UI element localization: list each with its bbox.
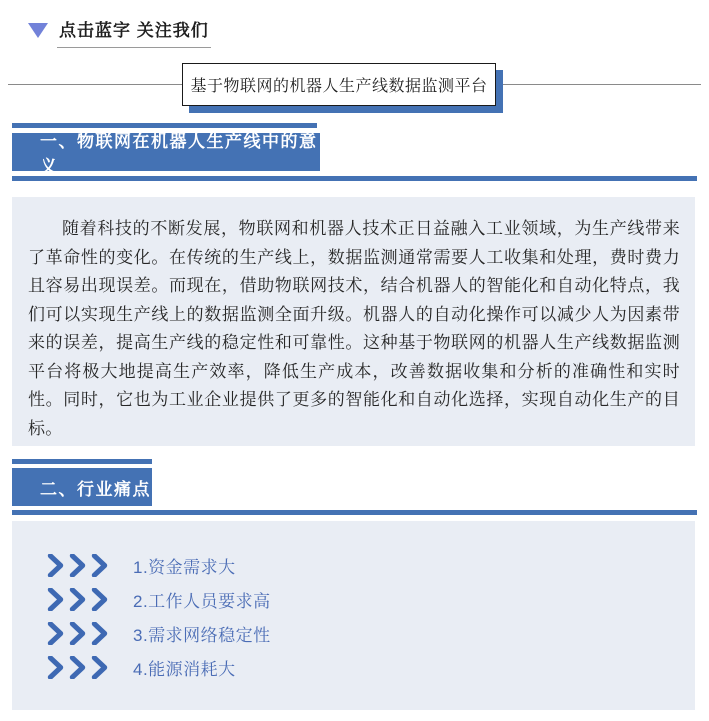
list-item-label: 3.需求网络稳定性 xyxy=(133,625,271,645)
triple-chevron-right-icon xyxy=(47,656,113,679)
list-item xyxy=(47,616,695,650)
section2-heading: 二、行业痛点 xyxy=(12,468,152,506)
section1-paragraph: 随着科技的不断发展，物联网和机器人技术正日益融入工业领域，为生产线带来了革命性的变化。在传统的生产线上，数据监测通常需要人工收集和处理，费时费力且容易出现误差。而现在，借助物联网技术，结合机器人的智能化和自动化特点，我们可以实现生产线上的数据监测全面升级。机器人的自动化操作可以减少人为因素带来的误差，提高生产线的稳定性和可靠性。这种基于物联网的机器人生产线数据监测平台将极大地提高生产效率，降低生产成本，改善数据收集和分析的准确性和实时性。同时，它也为工业企业提供了更多的智能化和自动化选择，实现自动化生产的目标。 xyxy=(28,219,680,438)
article-title: 基于物联网的机器人生产线数据监测平台 xyxy=(182,63,496,106)
follow-label[interactable]: 点击蓝字 关注我们 xyxy=(57,14,211,48)
section1-underline xyxy=(12,176,697,181)
triple-chevron-right-icon xyxy=(47,588,113,611)
section1-content xyxy=(12,197,695,446)
section2-underline xyxy=(12,510,697,515)
list-item-label: 1.资金需求大 xyxy=(133,557,236,577)
list-item-label: 4.能源消耗大 xyxy=(133,659,236,679)
list-item-label: 2.工作人员要求高 xyxy=(133,591,271,611)
triple-chevron-right-icon xyxy=(47,622,113,645)
follow-prompt[interactable] xyxy=(28,14,211,48)
section2-content xyxy=(12,521,695,710)
list-item xyxy=(47,548,695,582)
section1-heading: 一、物联网在机器人生产线中的意义 xyxy=(12,133,320,171)
list-item xyxy=(47,650,695,684)
triangle-down-icon xyxy=(28,23,48,38)
list-item xyxy=(47,582,695,616)
section2-top-bar xyxy=(12,459,152,464)
triple-chevron-right-icon xyxy=(47,554,113,577)
